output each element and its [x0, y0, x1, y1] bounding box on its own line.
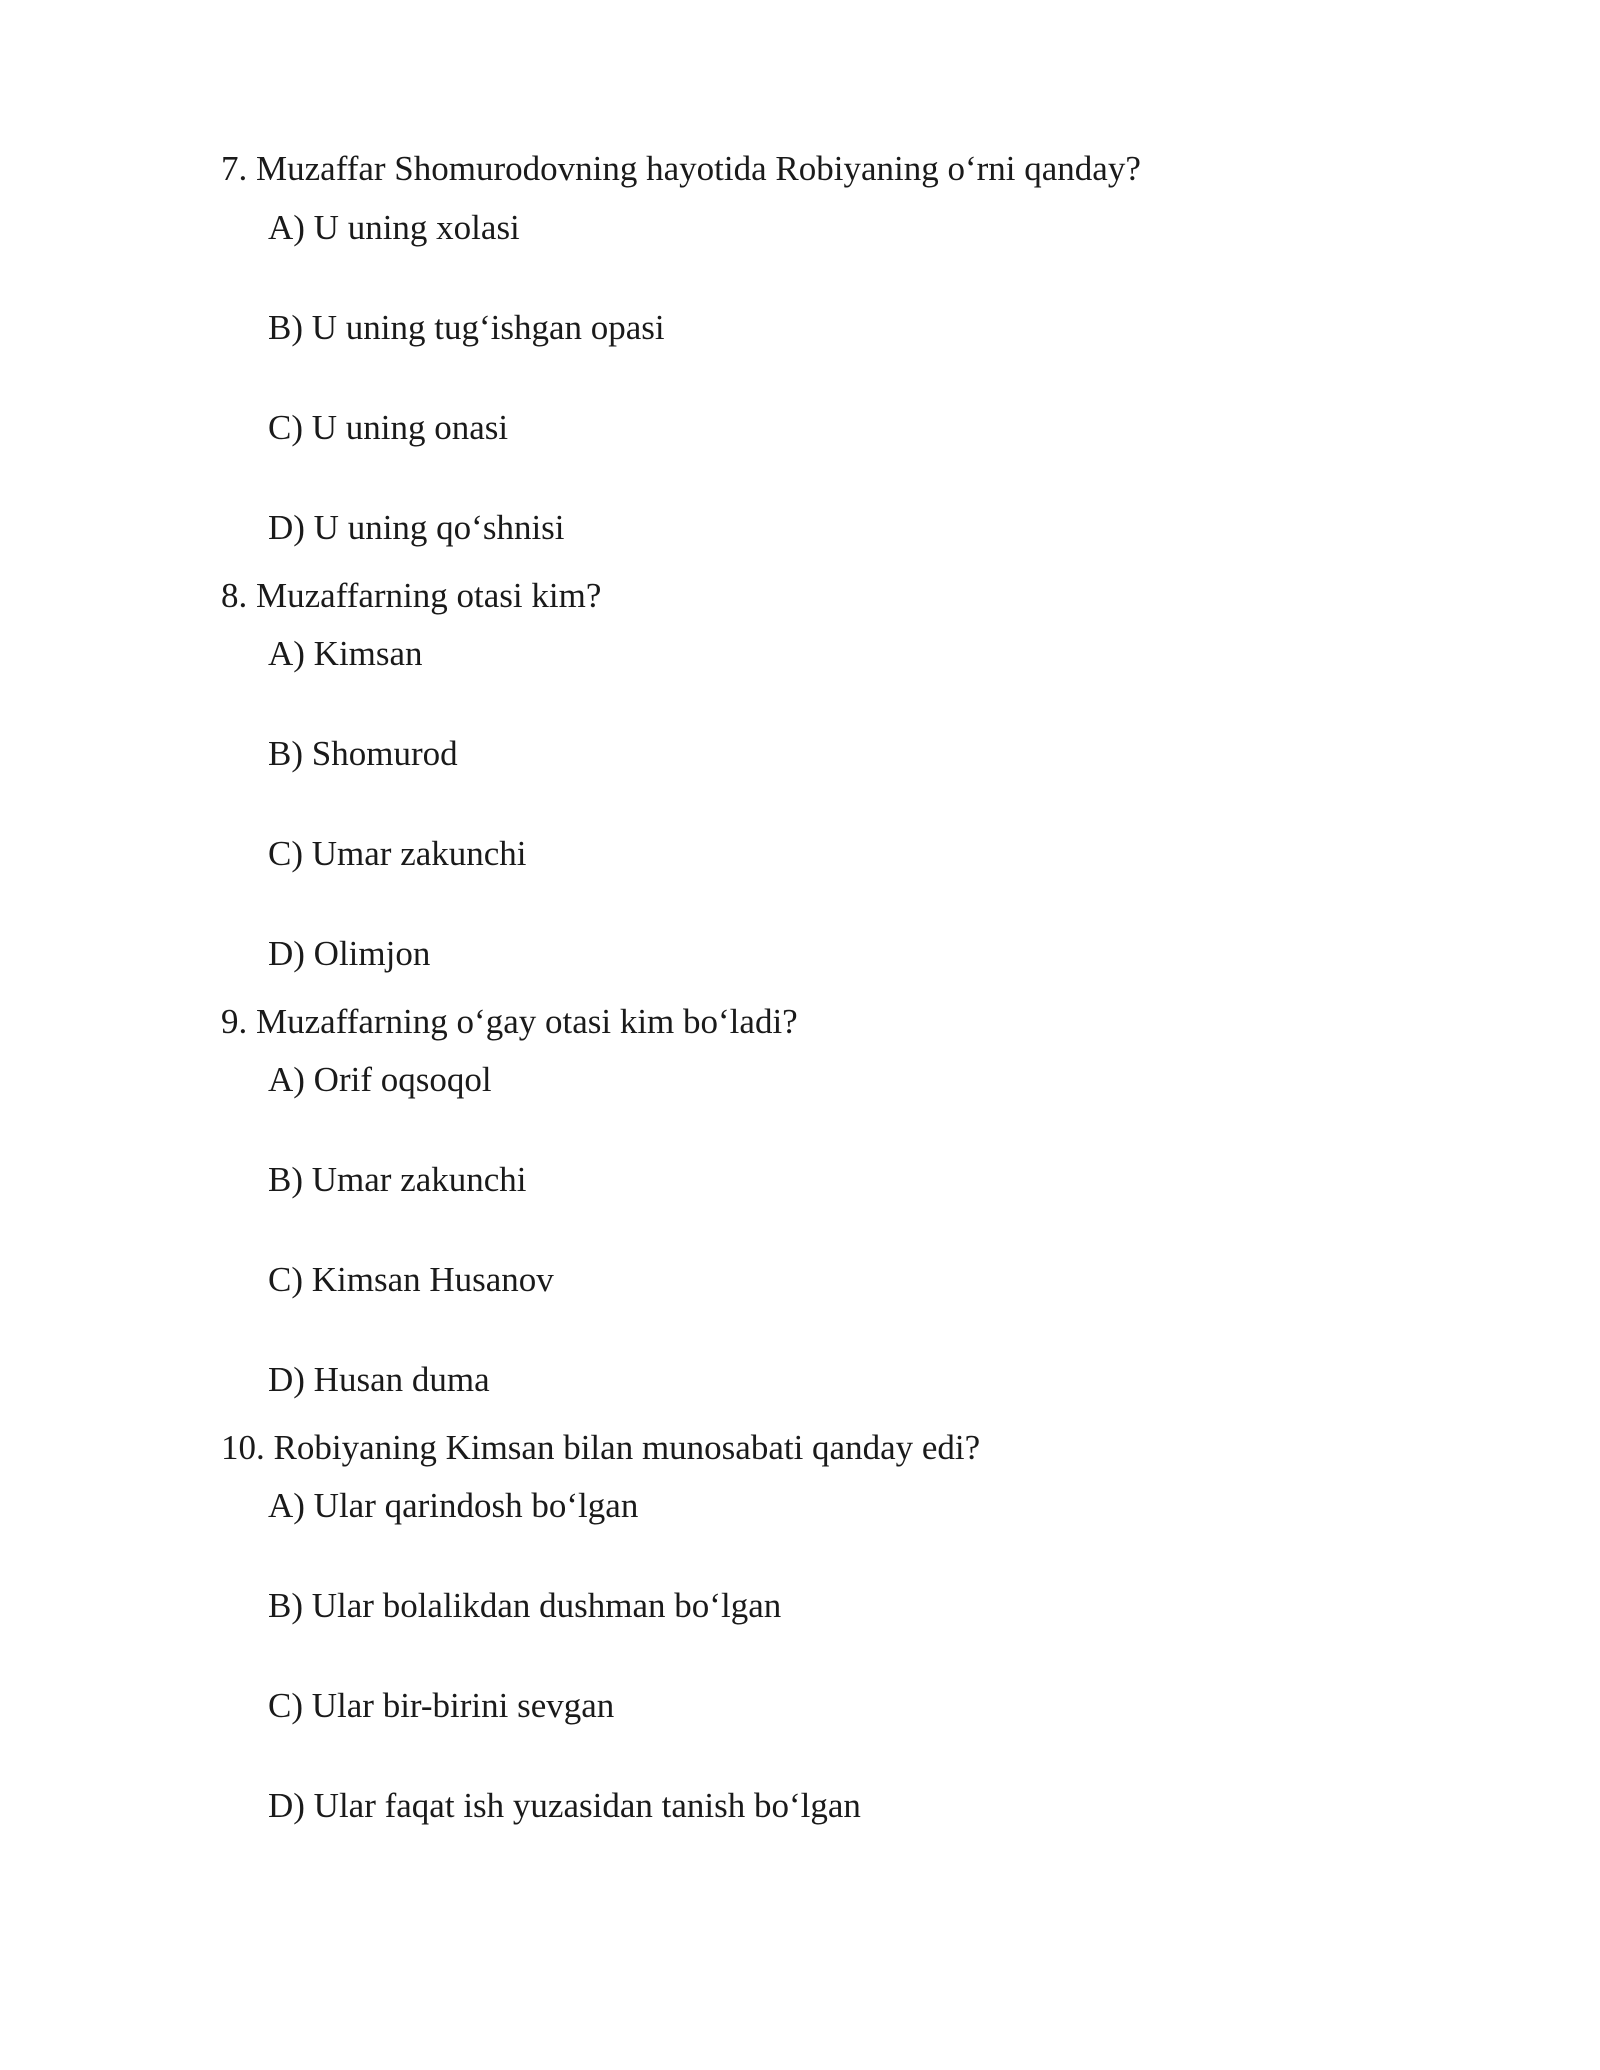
- question-8-option-a: A) Kimsan: [268, 634, 423, 673]
- question-8-option-d: D) Olimjon: [268, 934, 431, 973]
- question-8-option-b: B) Shomurod: [268, 734, 458, 773]
- question-10-option-a: A) Ular qarindosh bo‘lgan: [268, 1486, 639, 1525]
- question-7: 7. Muzaffar Shomurodovning hayotida Robiyaning o‘rni qanday?: [221, 149, 1141, 188]
- question-9-option-b: B) Umar zakunchi: [268, 1160, 527, 1199]
- question-10-option-c: C) Ular bir-birini sevgan: [268, 1686, 615, 1725]
- question-10: 10. Robiyaning Kimsan bilan munosabati qanday edi?: [221, 1428, 981, 1467]
- question-7-option-b: B) U uning tug‘ishgan opasi: [268, 308, 665, 347]
- question-7-option-d: D) U uning qo‘shnisi: [268, 508, 565, 547]
- question-9: 9. Muzaffarning o‘gay otasi kim bo‘ladi?: [221, 1002, 798, 1041]
- question-10-option-d: D) Ular faqat ish yuzasidan tanish bo‘lgan: [268, 1786, 861, 1825]
- question-9-option-a: A) Orif oqsoqol: [268, 1060, 492, 1099]
- question-8-option-c: C) Umar zakunchi: [268, 834, 527, 873]
- question-9-option-c: C) Kimsan Husanov: [268, 1260, 554, 1299]
- question-8: 8. Muzaffarning otasi kim?: [221, 576, 602, 615]
- question-7-option-a: A) U uning xolasi: [268, 208, 520, 247]
- question-10-option-b: B) Ular bolalikdan dushman bo‘lgan: [268, 1586, 782, 1625]
- question-7-option-c: C) U uning onasi: [268, 408, 509, 447]
- question-9-option-d: D) Husan duma: [268, 1360, 490, 1399]
